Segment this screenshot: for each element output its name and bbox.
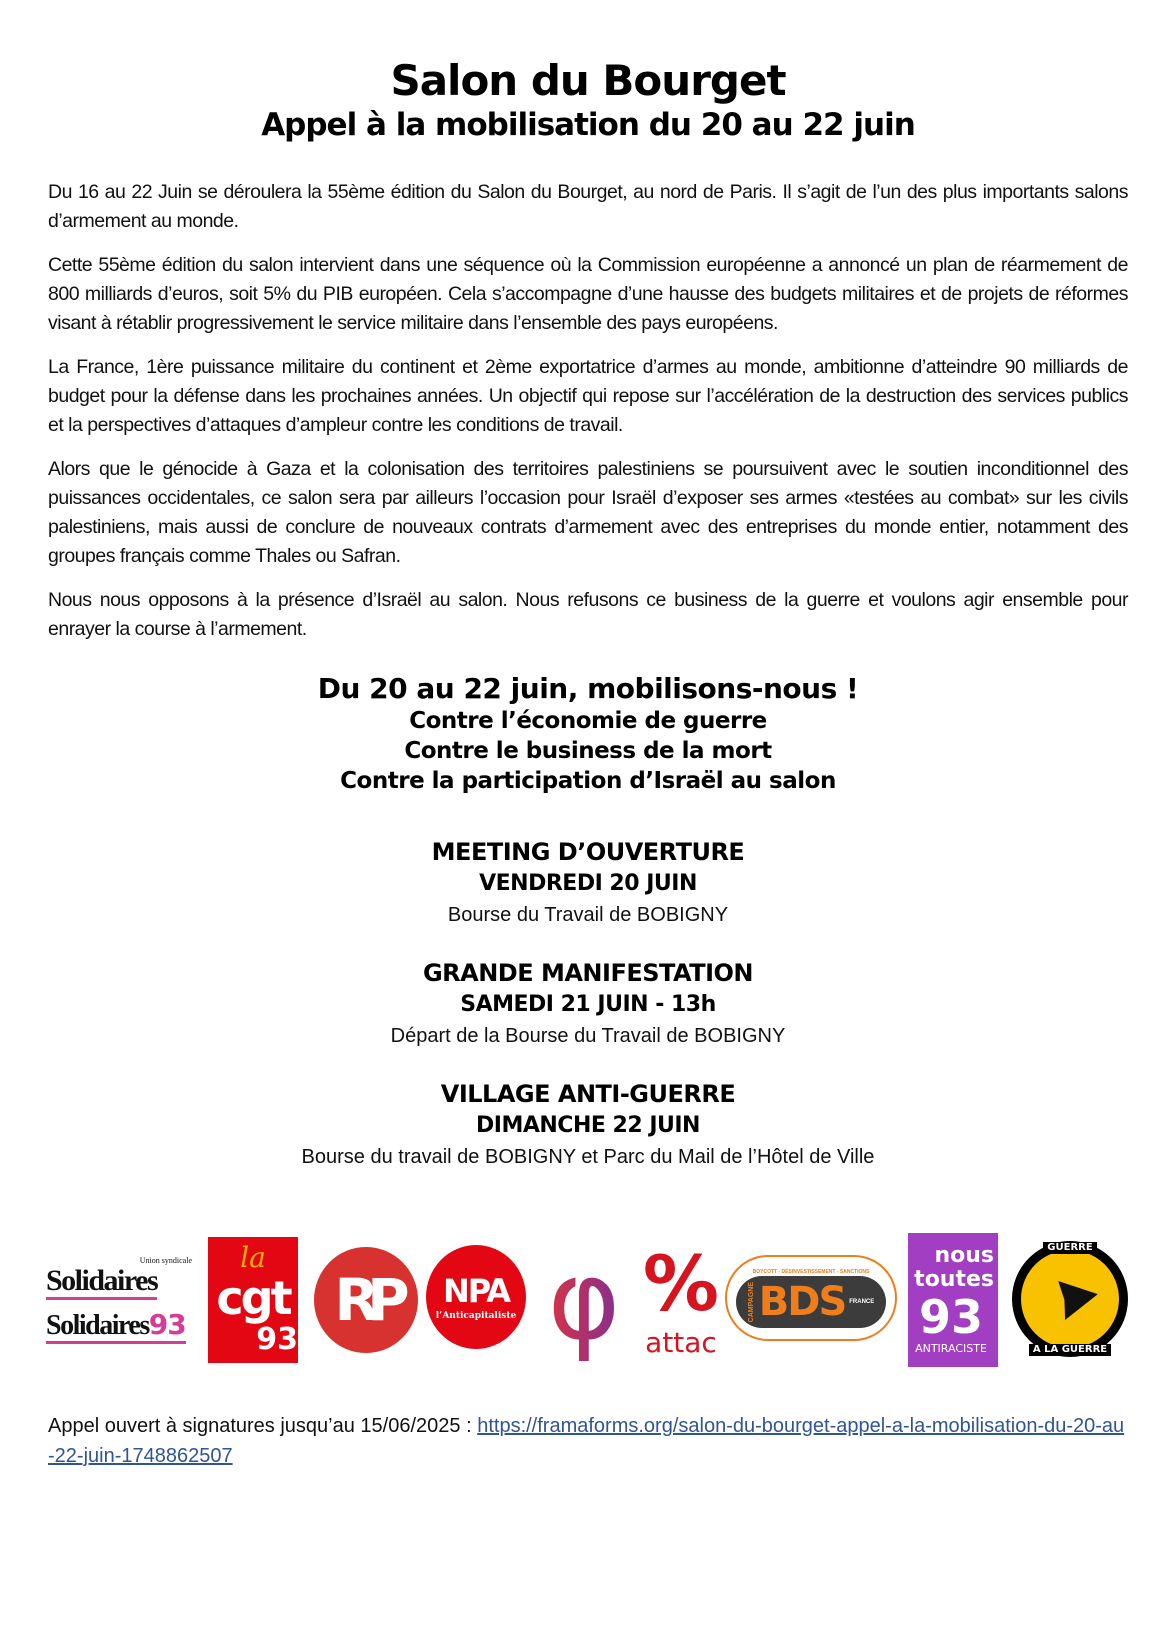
npa-sub: l’Anticapitaliste — [435, 1311, 517, 1321]
logos-row — [0, 1233, 1170, 1369]
slogans — [48, 672, 1128, 796]
event-title: VILLAGE ANTI-GUERRE — [440, 1080, 736, 1108]
event-place: Bourse du Travail de BOBIGNY — [447, 904, 729, 926]
solidaires-logo — [46, 1237, 196, 1363]
phi-text: φ — [547, 1236, 621, 1364]
cgt-num: 93 — [256, 1322, 298, 1357]
event-date: SAMEDI 21 JUIN - 13h — [460, 992, 716, 1017]
bds-country: FRANCE — [849, 1299, 875, 1305]
paragraph: Du 16 au 22 Juin se déroulera la 55ème édition du Salon du Bourget, au nord de Paris. Il s’agit de l’un des plus importants salons d’armement au monde. — [48, 181, 1128, 232]
signature-link[interactable]: https://framaforms.org/salon-du-bourget-appel-a-la-mobilisation-du-20-au-22-juin-1748862507 — [48, 1415, 1125, 1467]
noustoutes-l1: nous — [934, 1243, 994, 1268]
phi-logo — [538, 1237, 630, 1363]
rp-logo — [314, 1247, 418, 1353]
solidaires-num: 93 — [148, 1308, 186, 1341]
slogan-line: Contre le business de la mort — [404, 738, 772, 764]
paragraph: Alors que le génocide à Gaza et la colonisation des territoires palestiniens se poursuivent avec le soutien inconditionnel des puissances occidentales, ce salon sera par ailleurs l’occasion pour Israël d’exposer ses armes «testées au combat» sur les civils palestiniens, mais aussi de conclure de nouveaux contrats d’armement avec des entreprises du monde entier, notamment des groupes français comme Thales ou Safran. — [48, 458, 1128, 567]
bds-logo — [725, 1255, 897, 1341]
bds-side: CAMPAGNE — [747, 1281, 755, 1323]
event-title: MEETING D’OUVERTURE — [431, 838, 745, 866]
solidaires-name: Solidaires — [46, 1264, 158, 1297]
npa-logo — [426, 1245, 526, 1349]
solidaires-small: Union syndicale — [139, 1256, 192, 1265]
cgt-logo — [208, 1237, 298, 1363]
slogan-main: Du 20 au 22 juin, mobilisons-nous ! — [317, 672, 859, 705]
attac-sign: % — [642, 1239, 720, 1328]
event-date: VENDREDI 20 JUIN — [479, 871, 697, 896]
npa-name: NPA — [442, 1272, 510, 1310]
event-village — [48, 1078, 1128, 1173]
rp-text: RP — [334, 1266, 398, 1334]
cgt-la: la — [240, 1241, 266, 1274]
event-place: Bourse du travail de BOBIGNY et Parc du Mail de l’Hôtel de Ville — [301, 1146, 875, 1168]
bds-ring: BOYCOTT - DÉSINVESTISSEMENT - SANCTIONS — [752, 1269, 870, 1275]
cgt-name: cgt — [216, 1271, 290, 1325]
event-date: DIMANCHE 22 JUIN — [476, 1113, 700, 1138]
paragraph: Nous nous opposons à la présence d’Israël au salon. Nous refusons ce business de la guerre et voulons agir ensemble pour enrayer la course à l’armement. — [48, 589, 1128, 640]
footer-text: Appel ouvert à signatures jusqu’au 15/06/2025 : — [48, 1415, 478, 1437]
page-title: Salon du Bourget — [390, 56, 786, 105]
attac-name: attac — [645, 1326, 717, 1359]
slogan-line: Contre la participation d’Israël au salon — [340, 768, 836, 794]
event-meeting — [48, 836, 1128, 931]
footer — [48, 1411, 1128, 1471]
event-place: Départ de la Bourse du Travail de BOBIGNY — [390, 1025, 786, 1047]
slogan-line: Contre l’économie de guerre — [409, 708, 767, 734]
noustoutes-sub: ANTIRACISTE — [915, 1342, 987, 1355]
noustoutes-num: 93 — [918, 1290, 983, 1344]
bds-name: BDS — [758, 1279, 846, 1325]
guerre-a-la-guerre-logo — [1012, 1241, 1128, 1357]
event-manifestation — [48, 957, 1128, 1052]
broken-rifle-icon — [1042, 1271, 1098, 1327]
paragraph: La France, 1ère puissance militaire du continent et 2ème exportatrice d’armes au monde, ambitionne d’atteindre 90 milliards de budget pour la défense dans les prochaines années. Un objectif qui repose sur l’accélération de la destruction des services publics et la perspectives d’attaques d’ampleur contre les conditions de travail. — [48, 356, 1128, 436]
solidaires-name: Solidaires — [46, 1310, 149, 1341]
noustoutes-l2: toutes — [914, 1267, 994, 1292]
event-title: GRANDE MANIFESTATION — [422, 959, 754, 987]
attac-logo — [640, 1237, 722, 1363]
paragraph: Cette 55ème édition du salon intervient dans une séquence où la Commission européenne a annoncé un plan de réarmement de 800 milliards d’euros, soit 5% du PIB européen. Cela s’accompagne d’une hausse des budgets militaires et de projets de réformes visant à rétablir progressivement le service militaire dans l’ensemble des pays européens. — [48, 254, 1128, 334]
noustoutes-logo — [908, 1233, 998, 1367]
guerre-bottom: A LA GUERRE — [1029, 1344, 1111, 1356]
guerre-top: GUERRE — [1043, 1242, 1096, 1254]
page-subtitle: Appel à la mobilisation du 20 au 22 juin — [261, 107, 915, 143]
